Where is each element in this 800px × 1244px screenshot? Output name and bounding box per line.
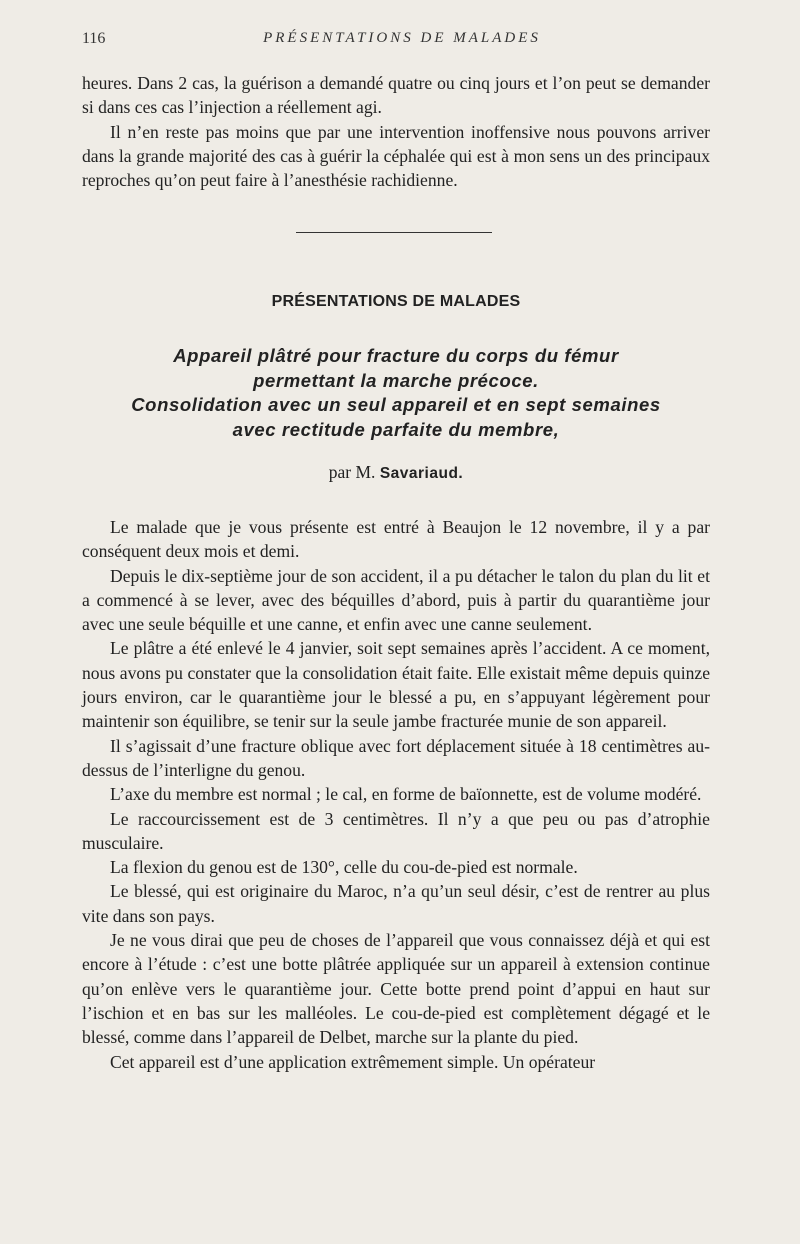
paragraph: Le raccourcissement est de 3 centimètres. Il n’y a que peu ou pas d’atrophie musculaire. — [82, 808, 710, 853]
article-title-line: permettant la marche précoce. — [253, 369, 539, 391]
section-separator-rule — [296, 232, 492, 233]
running-head — [82, 30, 710, 50]
paragraph: heures. Dans 2 cas, la guérison a demandé quatre ou cinq jours et l’on peut se demander si dans ces cas l’injection a réellement agi. — [82, 73, 710, 118]
paragraph: L’axe du membre est normal ; le cal, en forme de baïonnette, est de volume modéré. — [110, 784, 702, 805]
paragraph: Depuis le dix-septième jour de son accident, il a pu détacher le talon du plan du lit et a commencé à se lever, avec des béquilles d’abord, puis à partir du quarantième jour avec une seule béquille et une canne, et enfin avec une canne seulement. — [82, 565, 710, 635]
section-title: PRÉSENTATIONS DE MALADES — [271, 293, 521, 310]
paragraph: Je ne vous dirai que peu de choses de l’appareil que vous connaissez déjà et qui est encore à l’étude : c’est une botte plâtrée appliquée sur un appareil à extension continue qu’on enlève vers le quarantième jour. Cette botte prend point d’appui en haut sur l’ischion et en bas sur les malléoles. Le cou-de-pied est complètement dégagé et le blessé, comme dans l’appareil de Delbet, marche sur la plante du pied. — [82, 930, 710, 1048]
article-title-line: avec rectitude parfaite du membre, — [232, 418, 560, 440]
page-number: 116 — [82, 30, 106, 47]
running-title: PRÉSENTATIONS DE MALADES — [263, 30, 541, 46]
article-body — [82, 515, 710, 1074]
paragraph: Il n’en reste pas moins que par une intervention inoffensive nous pouvons arriver dans la grande majorité des cas à guérir la céphalée qui est à mon sens un des principaux reproches qu’on peut faire à l’anesthésie rachidienne. — [82, 121, 710, 191]
article-title-line: Appareil plâtré pour fracture du corps du fémur — [173, 345, 619, 366]
preceding-article-end — [82, 71, 710, 192]
byline-prefix: par M. — [328, 462, 376, 482]
article-title-line: Consolidation avec un seul appareil et en sept semaines — [131, 394, 661, 415]
paragraph: Le malade que je vous présente est entré à Beaujon le 12 novembre, il y a par conséquent deux mois et demi. — [82, 517, 710, 562]
paragraph: Le blessé, qui est originaire du Maroc, n’a qu’un seul désir, c’est de rentrer au plus vite dans son pays. — [82, 881, 710, 926]
author-name: Savariaud. — [379, 465, 464, 482]
paragraph: Cet appareil est d’une application extrêmement simple. Un opérateur — [110, 1051, 596, 1072]
byline — [82, 462, 710, 483]
paragraph: Le plâtre a été enlevé le 4 janvier, soit sept semaines après l’accident. A ce moment, nous avons pu constater que la consolidation était faite. Elle existait même depuis quinze jours environ, car le quarantième jour le blessé a pu, en s’appuyant légèrement pour maintenir son équilibre, se tenir sur la seule jambe fracturée munie de son appareil. — [82, 638, 710, 732]
paragraph: Il s’agissait d’une fracture oblique avec fort déplacement située à 18 centimètres au-dessus de l’interligne du genou. — [82, 735, 710, 780]
paragraph: La flexion du genou est de 130°, celle du cou-de-pied est normale. — [110, 857, 578, 878]
article-title — [82, 344, 710, 442]
